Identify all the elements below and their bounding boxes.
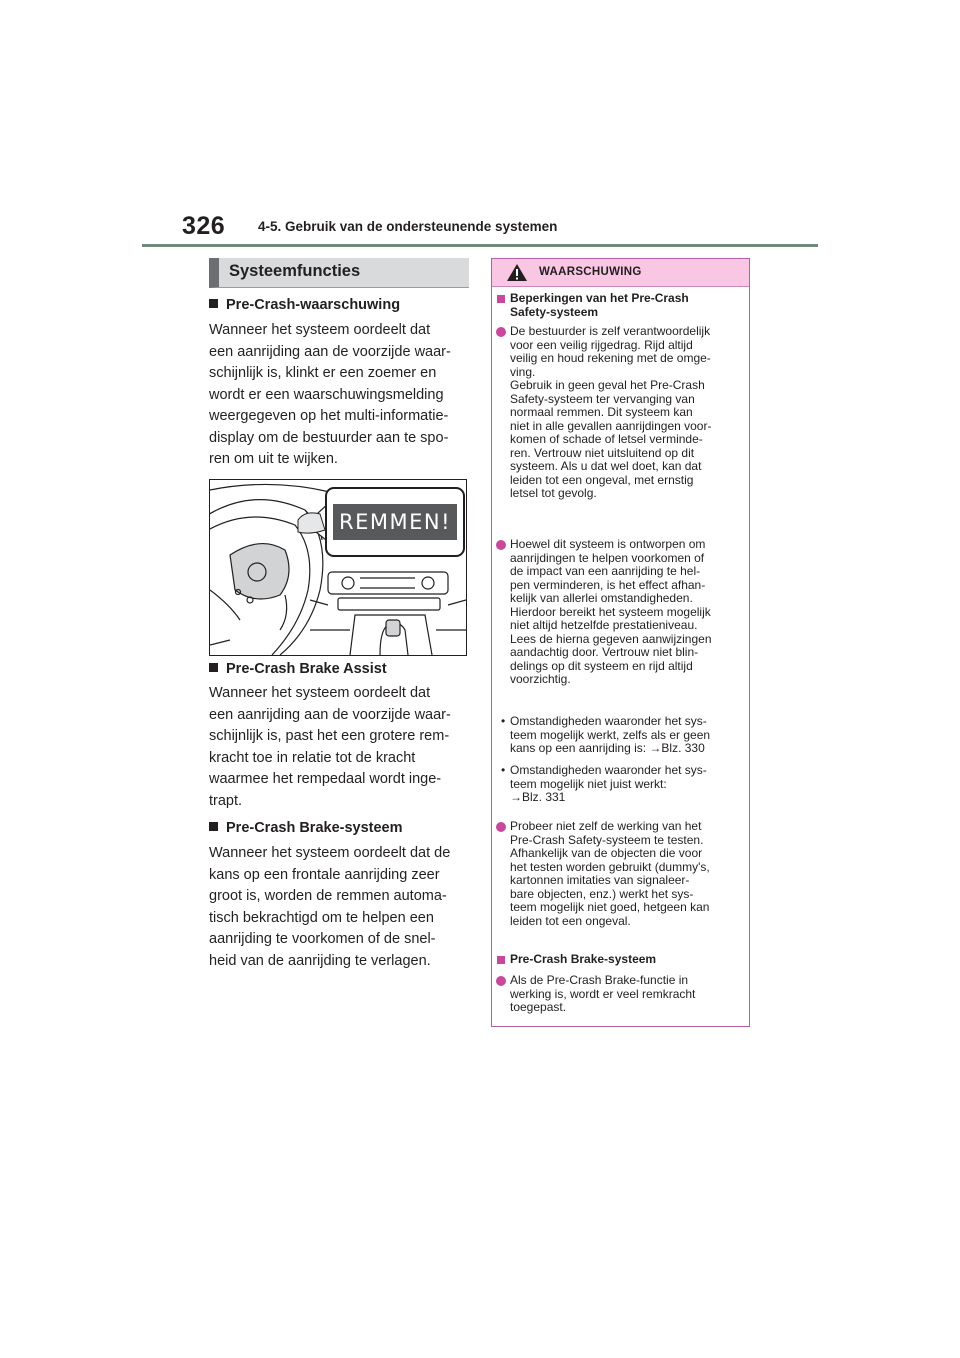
- warning-title: WAARSCHUWING: [539, 266, 642, 278]
- circle-bullet-icon: [496, 327, 506, 337]
- square-bullet-icon: [209, 299, 218, 308]
- warning-line: pen verminderen, is het effect afhan-: [510, 577, 706, 592]
- paragraph-brake-assist: [209, 683, 471, 812]
- warning-line: kelijk van allerlei omstandigheden.: [510, 591, 693, 605]
- paragraph-line: kans op een frontale aanrijding zeer: [209, 866, 440, 883]
- warning-line: Safety-systeem: [510, 304, 599, 319]
- paragraph-line: Wanneer het systeem oordeelt dat: [209, 685, 431, 701]
- warning-line: Als de Pre-Crash Brake-functie in: [510, 973, 689, 987]
- warning-line: Probeer niet zelf de werking van het: [510, 819, 702, 833]
- circle-bullet-icon: [496, 822, 506, 832]
- warning-line: teem mogelijk niet goed, hetgeen kan: [510, 900, 710, 914]
- dashboard-illustration: [209, 479, 467, 656]
- paragraph-line: kracht toe in relatie tot de kracht: [209, 749, 416, 766]
- subhead-brake-system: [209, 820, 403, 836]
- warning-box: [491, 258, 750, 1027]
- paragraph-line: tisch bekrachtigd om te helpen een: [209, 909, 434, 926]
- warning-line: Hierdoor bereikt het systeem mogelijk: [510, 604, 711, 619]
- warning-line: Pre-Crash Safety-systeem te testen.: [510, 832, 704, 847]
- warning-line: kartonnen imitaties van signaleer-: [510, 873, 690, 887]
- warning-line: komen of schade of letsel verminde-: [510, 432, 703, 446]
- paragraph-brake-system: [209, 843, 471, 972]
- dot-bullet-icon: •: [501, 714, 506, 728]
- warning-line: de impact van een aanrijding te hel-: [510, 564, 701, 578]
- paragraph-line: wordt er een waarschuwingsmelding: [209, 386, 444, 403]
- warning-line: leiden tot een ongeval.: [510, 913, 631, 928]
- warning-line: leiden tot een ongeval, met ernstig: [510, 472, 694, 487]
- warning-line: Omstandigheden waaronder het sys-: [510, 714, 707, 728]
- warning-line: Safety-systeem ter vervanging van: [510, 391, 695, 406]
- paragraph-line: schijnlijk is, past het een grotere rem-: [209, 728, 450, 744]
- warning-header: [492, 259, 749, 287]
- paragraph-line: een aanrijding aan de voorzijde waar-: [209, 343, 451, 360]
- warning-line: →Blz. 331: [510, 790, 566, 804]
- paragraph-line: Wanneer het systeem oordeelt dat de: [209, 845, 451, 861]
- paragraph-line: weergegeven op het multi-informatie-: [209, 408, 449, 424]
- warning-line: ving.: [510, 364, 536, 379]
- circle-bullet-icon: [496, 540, 506, 550]
- warning-line: bare objecten, enz.) werkt het sys-: [510, 886, 694, 901]
- warning-triangle-icon: [506, 263, 528, 282]
- paragraph-line: ren om uit te wijken.: [209, 451, 338, 467]
- warning-line: toegepast.: [510, 1000, 567, 1014]
- warning-line: aanrijdingen te helpen voorkomen of: [510, 550, 705, 565]
- dot-bullet-icon: •: [501, 763, 506, 777]
- warning-line: ren. Vertrouw niet uitsluitend op dit: [510, 445, 695, 460]
- paragraph-line: aanrijding te voorkomen of de snel-: [209, 931, 436, 947]
- warning-line: veilig en houd rekening met de omge-: [510, 351, 711, 365]
- warning-line: delings op dit systeem en rijd altijd: [510, 658, 693, 673]
- warning-line: werking is, wordt er veel remkracht: [510, 986, 696, 1001]
- subhead-label: Pre-Crash Brake Assist: [226, 661, 387, 677]
- subhead-label: Pre-Crash Brake-systeem: [226, 820, 403, 836]
- paragraph-line: trapt.: [209, 792, 243, 809]
- square-bullet-icon: [209, 822, 218, 831]
- paragraph-line: display om de bestuurder aan te spo-: [209, 429, 449, 446]
- warning-line: systeem. Als u dat wel doet, kan dat: [510, 459, 702, 473]
- warning-line: niet altijd hetzelfde prestatieniveau.: [510, 618, 698, 632]
- warning-line: Lees de hierna gegeven aanwijzingen: [510, 631, 712, 646]
- warning-line: voorzichtig.: [510, 672, 571, 686]
- paragraph-line: waarmee het rempedaal wordt inge-: [209, 771, 442, 787]
- square-bullet-icon: [497, 295, 505, 303]
- brake-warning-display: REMMEN!: [333, 504, 457, 540]
- warning-line: voor een veilig rijgedrag. Rijd altijd: [510, 337, 693, 352]
- paragraph-line: schijnlijk is, klinkt er een zoemer en: [209, 365, 437, 381]
- subhead-brake-assist: [209, 661, 387, 677]
- warning-line: Hoewel dit systeem is ontworpen om: [510, 537, 706, 551]
- section-heading: Systeemfuncties: [209, 258, 469, 288]
- warning-line: teem mogelijk werkt, zelfs als er geen: [510, 727, 711, 742]
- warning-line: Omstandigheden waaronder het sys-: [510, 763, 707, 777]
- header-rule: [142, 244, 818, 247]
- paragraph-line: heid van de aanrijding te verlagen.: [209, 952, 431, 969]
- paragraph-line: groot is, worden de remmen automa-: [209, 888, 447, 904]
- subhead-pre-crash-warning: [209, 297, 400, 313]
- warning-line: Afhankelijk van de objecten die voor: [510, 846, 703, 860]
- warning-line: De bestuurder is zelf verantwoordelijk: [510, 324, 711, 338]
- warning-line: niet in alle gevallen aanrijdingen voor-: [510, 418, 712, 433]
- warning-line: het testen worden gebruikt (dummy's,: [510, 859, 710, 874]
- square-bullet-icon: [209, 663, 218, 672]
- warning-line: normaal remmen. Dit systeem kan: [510, 405, 693, 419]
- paragraph-line: een aanrijding aan de voorzijde waar-: [209, 706, 451, 723]
- paragraph-pre-crash-warning: [209, 320, 471, 471]
- circle-bullet-icon: [496, 976, 506, 986]
- chapter-title: 4-5. Gebruik van de ondersteunende systemen: [258, 219, 558, 234]
- warning-line: Gebruik in geen geval het Pre-Crash: [510, 378, 705, 392]
- paragraph-line: Wanneer het systeem oordeelt dat: [209, 322, 431, 338]
- warning-line: Beperkingen van het Pre-Crash: [510, 291, 689, 305]
- subhead-label: Pre-Crash-waarschuwing: [226, 297, 401, 313]
- square-bullet-icon: [497, 956, 505, 964]
- warning-line: letsel tot gevolg.: [510, 486, 597, 500]
- warning-line: kans op een aanrijding is: →Blz. 330: [510, 741, 705, 755]
- warning-line: teem mogelijk niet juist werkt:: [510, 776, 667, 791]
- page-number: 326: [182, 212, 226, 240]
- warning-line: aandachtig door. Vertrouw niet blin-: [510, 645, 699, 659]
- warning-line: Pre-Crash Brake-systeem: [510, 952, 657, 966]
